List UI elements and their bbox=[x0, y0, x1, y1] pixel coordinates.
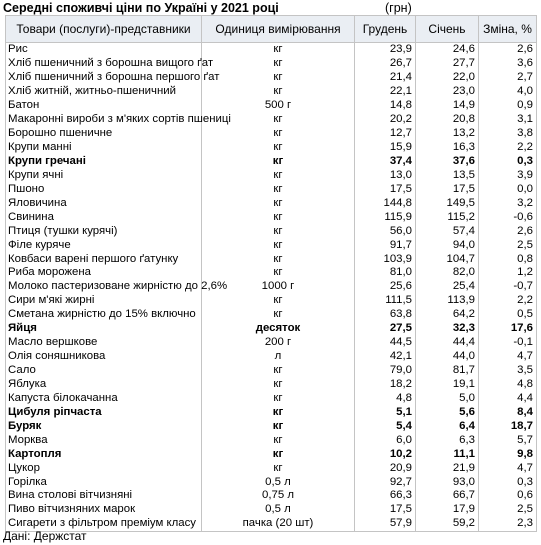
cell-january-price: 6,3 bbox=[416, 433, 479, 447]
table-row bbox=[6, 71, 537, 85]
cell-change-percent: 4,7 bbox=[479, 350, 537, 364]
cell-december-price: 57,9 bbox=[355, 517, 416, 531]
cell-january-price: 25,4 bbox=[416, 280, 479, 294]
cell-product-name: Яйця bbox=[6, 322, 202, 336]
table-title: Середні споживчі ціни по Україні у 2021 році bbox=[3, 1, 279, 15]
cell-product-name: Сало bbox=[6, 364, 202, 378]
cell-january-price: 13,5 bbox=[416, 168, 479, 182]
cell-change-percent: 4,4 bbox=[479, 391, 537, 405]
cell-january-price: 27,7 bbox=[416, 57, 479, 71]
cell-product-name: Горілка bbox=[6, 475, 202, 489]
cell-january-price: 37,6 bbox=[416, 155, 479, 169]
table-row bbox=[6, 503, 537, 517]
cell-december-price: 15,9 bbox=[355, 141, 416, 155]
table-row bbox=[6, 308, 537, 322]
table-row bbox=[6, 489, 537, 503]
table-row bbox=[6, 378, 537, 392]
table-row bbox=[6, 238, 537, 252]
cell-change-percent: 3,1 bbox=[479, 113, 537, 127]
cell-december-price: 103,9 bbox=[355, 252, 416, 266]
cell-change-percent: 1,2 bbox=[479, 266, 537, 280]
cell-december-price: 42,1 bbox=[355, 350, 416, 364]
cell-change-percent: 3,2 bbox=[479, 196, 537, 210]
cell-change-percent: 0,3 bbox=[479, 155, 537, 169]
cell-january-price: 11,1 bbox=[416, 447, 479, 461]
column-header-december: Грудень bbox=[355, 16, 416, 43]
cell-product-name: Рис bbox=[6, 43, 202, 57]
cell-change-percent: 8,4 bbox=[479, 405, 537, 419]
column-header-product: Товари (послуги)-представники bbox=[6, 16, 202, 43]
table-row bbox=[6, 168, 537, 182]
cell-product-name: Пиво вітчизняних марок bbox=[6, 503, 202, 517]
cell-product-name: Крупи ячні bbox=[6, 168, 202, 182]
cell-january-price: 24,6 bbox=[416, 43, 479, 57]
cell-change-percent: 2,7 bbox=[479, 71, 537, 85]
cell-change-percent: 17,6 bbox=[479, 322, 537, 336]
cell-december-price: 144,8 bbox=[355, 196, 416, 210]
cell-product-name: Буряк bbox=[6, 419, 202, 433]
cell-january-price: 19,1 bbox=[416, 378, 479, 392]
table-row bbox=[6, 447, 537, 461]
cell-unit: кг bbox=[202, 294, 355, 308]
cell-unit: кг bbox=[202, 113, 355, 127]
cell-product-name: Яловичина bbox=[6, 196, 202, 210]
cell-unit: пачка (20 шт) bbox=[202, 517, 355, 531]
cell-change-percent: 3,5 bbox=[479, 364, 537, 378]
cell-december-price: 115,9 bbox=[355, 210, 416, 224]
cell-december-price: 17,5 bbox=[355, 503, 416, 517]
cell-change-percent: 3,9 bbox=[479, 168, 537, 182]
cell-product-name: Олія соняшникова bbox=[6, 350, 202, 364]
cell-january-price: 14,9 bbox=[416, 99, 479, 113]
table-header-row bbox=[6, 16, 537, 43]
cell-january-price: 81,7 bbox=[416, 364, 479, 378]
cell-unit: кг bbox=[202, 378, 355, 392]
cell-product-name: Цибуля ріпчаста bbox=[6, 405, 202, 419]
cell-change-percent: 2,3 bbox=[479, 517, 537, 531]
table-row bbox=[6, 322, 537, 336]
cell-unit: кг bbox=[202, 405, 355, 419]
cell-january-price: 44,4 bbox=[416, 336, 479, 350]
cell-change-percent: 0,9 bbox=[479, 99, 537, 113]
cell-change-percent: 0,3 bbox=[479, 475, 537, 489]
cell-december-price: 20,2 bbox=[355, 113, 416, 127]
cell-december-price: 5,1 bbox=[355, 405, 416, 419]
cell-change-percent: 3,8 bbox=[479, 127, 537, 141]
table-row bbox=[6, 475, 537, 489]
table-row bbox=[6, 419, 537, 433]
cell-change-percent: 9,8 bbox=[479, 447, 537, 461]
cell-unit: кг bbox=[202, 85, 355, 99]
cell-product-name: Крупи манні bbox=[6, 141, 202, 155]
table-row bbox=[6, 252, 537, 266]
cell-unit: кг bbox=[202, 210, 355, 224]
cell-product-name: Макаронні вироби з м'яких сортів пшениці bbox=[6, 113, 202, 127]
cell-december-price: 21,4 bbox=[355, 71, 416, 85]
cell-january-price: 149,5 bbox=[416, 196, 479, 210]
table-row bbox=[6, 266, 537, 280]
cell-unit: кг bbox=[202, 224, 355, 238]
cell-december-price: 81,0 bbox=[355, 266, 416, 280]
cell-product-name: Вина столові вітчизняні bbox=[6, 489, 202, 503]
cell-december-price: 14,8 bbox=[355, 99, 416, 113]
table-row bbox=[6, 391, 537, 405]
cell-change-percent: 4,0 bbox=[479, 85, 537, 99]
table-row bbox=[6, 364, 537, 378]
table-row bbox=[6, 224, 537, 238]
cell-product-name: Батон bbox=[6, 99, 202, 113]
cell-december-price: 66,3 bbox=[355, 489, 416, 503]
cell-change-percent: 2,2 bbox=[479, 294, 537, 308]
cell-product-name: Крупи гречані bbox=[6, 155, 202, 169]
cell-january-price: 21,9 bbox=[416, 461, 479, 475]
cell-december-price: 37,4 bbox=[355, 155, 416, 169]
cell-unit: кг bbox=[202, 182, 355, 196]
cell-unit: кг bbox=[202, 43, 355, 57]
cell-change-percent: 0,5 bbox=[479, 308, 537, 322]
cell-january-price: 17,5 bbox=[416, 182, 479, 196]
source-note: Дані: Держстат bbox=[3, 529, 87, 543]
cell-december-price: 12,7 bbox=[355, 127, 416, 141]
cell-change-percent: 0,0 bbox=[479, 182, 537, 196]
cell-january-price: 94,0 bbox=[416, 238, 479, 252]
cell-product-name: Капуста білокачанна bbox=[6, 391, 202, 405]
cell-product-name: Яблука bbox=[6, 378, 202, 392]
cell-product-name: Цукор bbox=[6, 461, 202, 475]
cell-product-name: Молоко пастеризоване жирністю до 2,6% bbox=[6, 280, 202, 294]
cell-unit: кг bbox=[202, 308, 355, 322]
table-row bbox=[6, 182, 537, 196]
cell-december-price: 4,8 bbox=[355, 391, 416, 405]
cell-january-price: 104,7 bbox=[416, 252, 479, 266]
cell-december-price: 27,5 bbox=[355, 322, 416, 336]
cell-january-price: 23,0 bbox=[416, 85, 479, 99]
cell-change-percent: -0,7 bbox=[479, 280, 537, 294]
cell-unit: кг bbox=[202, 127, 355, 141]
cell-unit: л bbox=[202, 350, 355, 364]
cell-january-price: 17,9 bbox=[416, 503, 479, 517]
cell-product-name: Свинина bbox=[6, 210, 202, 224]
cell-product-name: Птиця (тушки курячі) bbox=[6, 224, 202, 238]
cell-product-name: Риба морожена bbox=[6, 266, 202, 280]
cell-december-price: 92,7 bbox=[355, 475, 416, 489]
cell-january-price: 13,2 bbox=[416, 127, 479, 141]
cell-change-percent: -0,6 bbox=[479, 210, 537, 224]
cell-change-percent: 4,8 bbox=[479, 378, 537, 392]
currency-note: (грн) bbox=[385, 1, 412, 15]
cell-unit: 0,75 л bbox=[202, 489, 355, 503]
cell-january-price: 20,8 bbox=[416, 113, 479, 127]
table-row bbox=[6, 461, 537, 475]
cell-unit: кг bbox=[202, 168, 355, 182]
cell-january-price: 113,9 bbox=[416, 294, 479, 308]
table-row bbox=[6, 57, 537, 71]
cell-product-name: Картопля bbox=[6, 447, 202, 461]
cell-product-name: Пшоно bbox=[6, 182, 202, 196]
cell-december-price: 18,2 bbox=[355, 378, 416, 392]
cell-change-percent: 2,5 bbox=[479, 503, 537, 517]
table-row bbox=[6, 155, 537, 169]
cell-unit: 0,5 л bbox=[202, 503, 355, 517]
table-row bbox=[6, 113, 537, 127]
cell-product-name: Морква bbox=[6, 433, 202, 447]
cell-product-name: Хліб пшеничний з борошна першого ґат bbox=[6, 71, 202, 85]
cell-december-price: 22,1 bbox=[355, 85, 416, 99]
cell-unit: 0,5 л bbox=[202, 475, 355, 489]
cell-change-percent: 0,8 bbox=[479, 252, 537, 266]
cell-product-name: Сигарети з фільтром преміум класу bbox=[6, 517, 202, 531]
cell-change-percent: 3,6 bbox=[479, 57, 537, 71]
cell-unit: кг bbox=[202, 461, 355, 475]
cell-january-price: 64,2 bbox=[416, 308, 479, 322]
cell-december-price: 5,4 bbox=[355, 419, 416, 433]
cell-december-price: 10,2 bbox=[355, 447, 416, 461]
cell-unit: кг bbox=[202, 419, 355, 433]
cell-change-percent: -0,1 bbox=[479, 336, 537, 350]
cell-january-price: 44,0 bbox=[416, 350, 479, 364]
cell-december-price: 23,9 bbox=[355, 43, 416, 57]
table-row bbox=[6, 405, 537, 419]
table-row bbox=[6, 294, 537, 308]
table-row bbox=[6, 210, 537, 224]
cell-unit: кг bbox=[202, 57, 355, 71]
table-row bbox=[6, 127, 537, 141]
cell-january-price: 22,0 bbox=[416, 71, 479, 85]
cell-product-name: Масло вершкове bbox=[6, 336, 202, 350]
cell-january-price: 82,0 bbox=[416, 266, 479, 280]
cell-december-price: 63,8 bbox=[355, 308, 416, 322]
cell-unit: кг bbox=[202, 391, 355, 405]
cell-december-price: 13,0 bbox=[355, 168, 416, 182]
cell-january-price: 57,4 bbox=[416, 224, 479, 238]
cell-product-name: Ковбаси варені першого ґатунку bbox=[6, 252, 202, 266]
cell-january-price: 5,0 bbox=[416, 391, 479, 405]
cell-december-price: 44,5 bbox=[355, 336, 416, 350]
cell-december-price: 91,7 bbox=[355, 238, 416, 252]
table-row bbox=[6, 43, 537, 57]
cell-unit: кг bbox=[202, 141, 355, 155]
cell-unit: кг bbox=[202, 433, 355, 447]
cell-unit: кг bbox=[202, 155, 355, 169]
cell-change-percent: 2,2 bbox=[479, 141, 537, 155]
cell-change-percent: 4,7 bbox=[479, 461, 537, 475]
cell-january-price: 66,7 bbox=[416, 489, 479, 503]
cell-unit: кг bbox=[202, 447, 355, 461]
cell-unit: кг bbox=[202, 196, 355, 210]
cell-december-price: 111,5 bbox=[355, 294, 416, 308]
table-body bbox=[6, 43, 537, 532]
table-row bbox=[6, 433, 537, 447]
table-row bbox=[6, 350, 537, 364]
cell-unit: кг bbox=[202, 266, 355, 280]
cell-change-percent: 2,6 bbox=[479, 224, 537, 238]
cell-change-percent: 2,6 bbox=[479, 43, 537, 57]
table-row bbox=[6, 196, 537, 210]
cell-product-name: Хліб пшеничний з борошна вищого ґат bbox=[6, 57, 202, 71]
cell-january-price: 93,0 bbox=[416, 475, 479, 489]
cell-unit: кг bbox=[202, 71, 355, 85]
cell-unit: кг bbox=[202, 364, 355, 378]
cell-unit: 1000 г bbox=[202, 280, 355, 294]
cell-january-price: 59,2 bbox=[416, 517, 479, 531]
cell-product-name: Борошно пшеничне bbox=[6, 127, 202, 141]
table-row bbox=[6, 336, 537, 350]
cell-product-name: Сири м'які жирні bbox=[6, 294, 202, 308]
table-row bbox=[6, 280, 537, 294]
table-row bbox=[6, 99, 537, 113]
price-table bbox=[5, 15, 537, 532]
table-row bbox=[6, 141, 537, 155]
cell-change-percent: 18,7 bbox=[479, 419, 537, 433]
cell-december-price: 25,6 bbox=[355, 280, 416, 294]
cell-unit: 500 г bbox=[202, 99, 355, 113]
cell-unit: кг bbox=[202, 252, 355, 266]
cell-december-price: 20,9 bbox=[355, 461, 416, 475]
cell-change-percent: 0,6 bbox=[479, 489, 537, 503]
cell-december-price: 17,5 bbox=[355, 182, 416, 196]
cell-december-price: 6,0 bbox=[355, 433, 416, 447]
cell-product-name: Філе куряче bbox=[6, 238, 202, 252]
column-header-january: Січень bbox=[416, 16, 479, 43]
cell-january-price: 5,6 bbox=[416, 405, 479, 419]
cell-product-name: Хліб житній, житньо-пшеничний bbox=[6, 85, 202, 99]
cell-unit: 200 г bbox=[202, 336, 355, 350]
cell-january-price: 32,3 bbox=[416, 322, 479, 336]
column-header-unit: Одиниця вимірювання bbox=[202, 16, 355, 43]
column-header-change: Зміна, % bbox=[479, 16, 537, 43]
cell-december-price: 79,0 bbox=[355, 364, 416, 378]
cell-product-name: Сметана жирністю до 15% включно bbox=[6, 308, 202, 322]
table-row bbox=[6, 85, 537, 99]
cell-change-percent: 2,5 bbox=[479, 238, 537, 252]
cell-december-price: 56,0 bbox=[355, 224, 416, 238]
cell-unit: десяток bbox=[202, 322, 355, 336]
cell-change-percent: 5,7 bbox=[479, 433, 537, 447]
cell-unit: кг bbox=[202, 238, 355, 252]
cell-january-price: 115,2 bbox=[416, 210, 479, 224]
cell-december-price: 26,7 bbox=[355, 57, 416, 71]
cell-january-price: 16,3 bbox=[416, 141, 479, 155]
cell-january-price: 6,4 bbox=[416, 419, 479, 433]
